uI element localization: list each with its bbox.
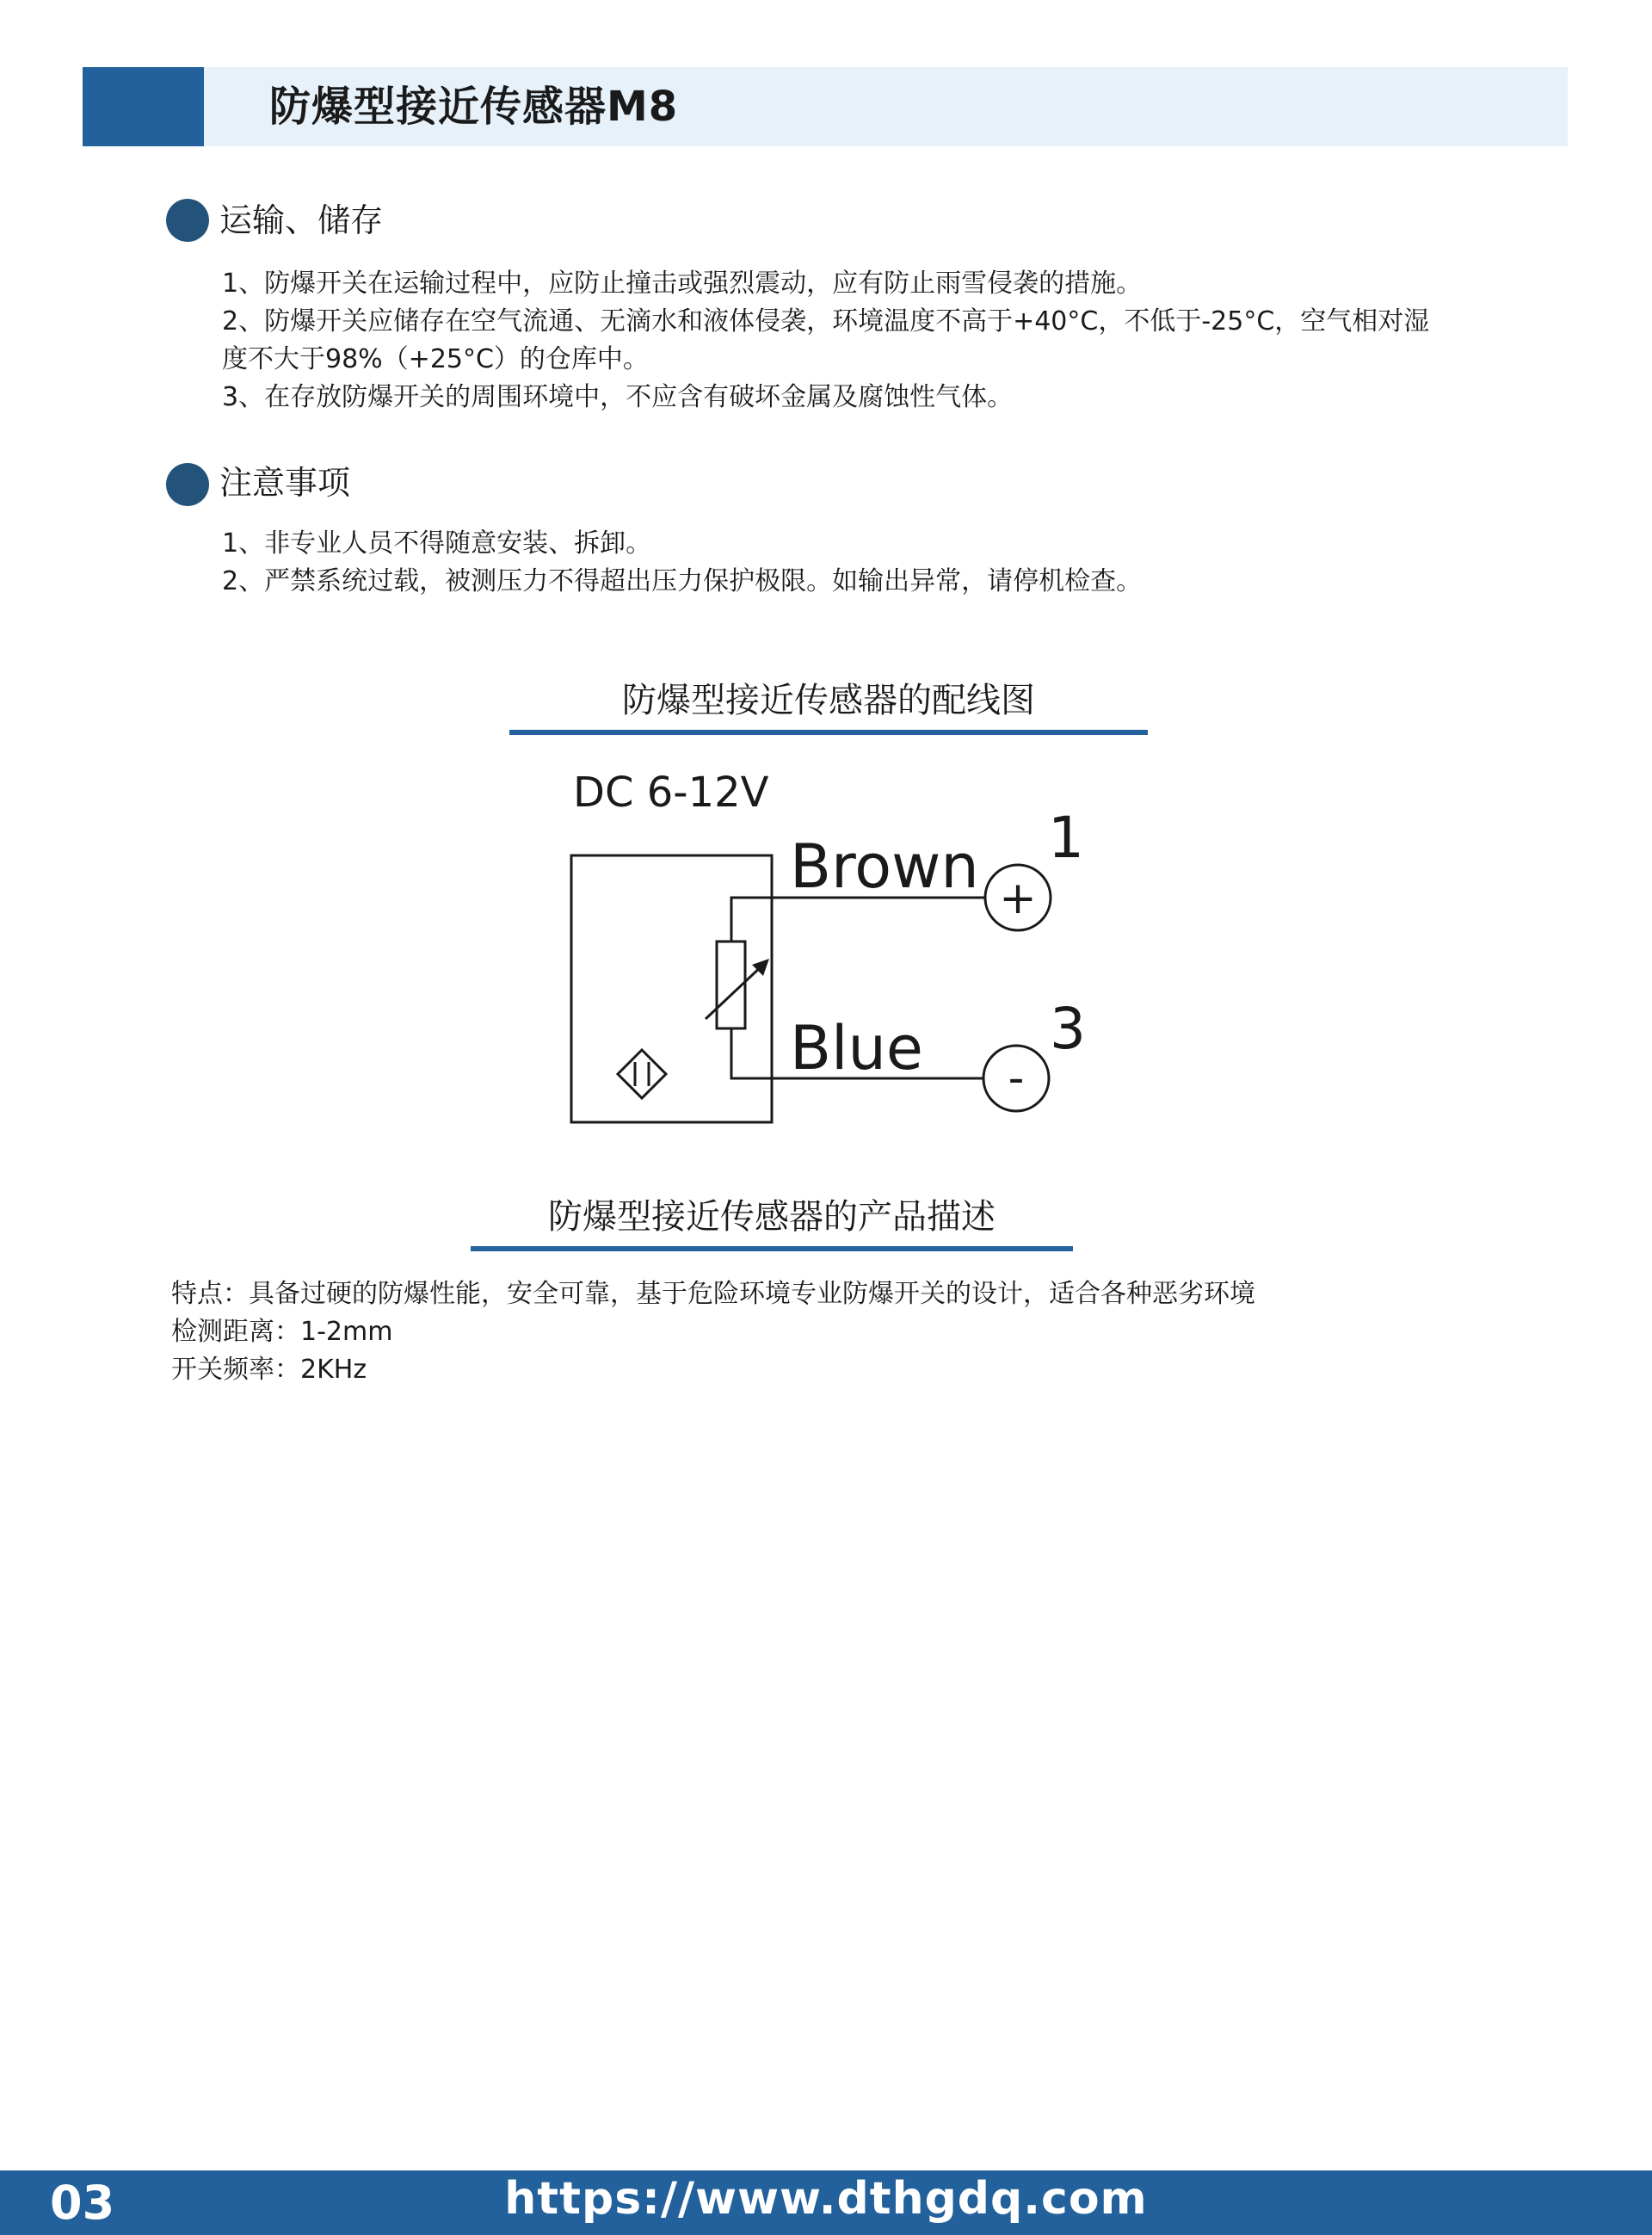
page-title: 防爆型接近传感器M8 xyxy=(269,83,679,131)
description-line: 检测距离：1-2mm xyxy=(171,1317,393,1347)
section-heading-transport-storage: 运输、储存 xyxy=(219,201,384,239)
paragraph-line: 2、防爆开关应储存在空气流通、无滴水和液体侵袭，环境温度不高于+40°C，不低于-25°C，空气相对湿 xyxy=(222,306,1430,336)
description-title: 防爆型接近传感器的产品描述 xyxy=(548,1197,996,1237)
page-number: 03 xyxy=(50,2176,115,2230)
paragraph-line: 1、非专业人员不得随意安装、拆卸。 xyxy=(222,528,652,559)
brown-wire-label: Brown xyxy=(790,831,979,902)
paragraph-line: 2、严禁系统过载，被测压力不得超出压力保护极限。如输出异常，请停机检查。 xyxy=(222,566,1143,596)
description-line: 开关频率：2KHz xyxy=(171,1355,367,1385)
description-title-underline xyxy=(471,1246,1073,1251)
voltage-label: DC 6-12V xyxy=(573,769,769,817)
paragraph-line: 3、在存放防爆开关的周围环境中，不应含有破坏金属及腐蚀性气体。 xyxy=(222,382,1014,412)
terminal-number-1: 1 xyxy=(1048,805,1084,871)
product-description xyxy=(171,1275,1255,1389)
paragraph-line: 1、防爆开关在运输过程中，应防止撞击或强烈震动，应有防止雨雪侵袭的措施。 xyxy=(222,269,1143,299)
terminal-number-3: 3 xyxy=(1050,996,1086,1062)
blue-wire-label: Blue xyxy=(790,1013,923,1084)
wiring-diagram-title: 防爆型接近传感器的配线图 xyxy=(622,681,1035,720)
paragraph-line: 度不大于98%（+25°C）的仓库中。 xyxy=(222,344,649,374)
section-heading-precautions: 注意事项 xyxy=(219,464,351,502)
negative-terminal-sign: - xyxy=(1008,1053,1025,1104)
description-line: 特点：具备过硬的防爆性能，安全可靠，基于危险环境专业防爆开关的设计，适合各种恶劣环境 xyxy=(171,1279,1255,1309)
footer-website-link[interactable]: https://www.dthgdq.com xyxy=(504,2173,1148,2225)
sensing-face-diamond-icon xyxy=(618,1050,666,1098)
positive-terminal-sign: + xyxy=(999,873,1037,924)
